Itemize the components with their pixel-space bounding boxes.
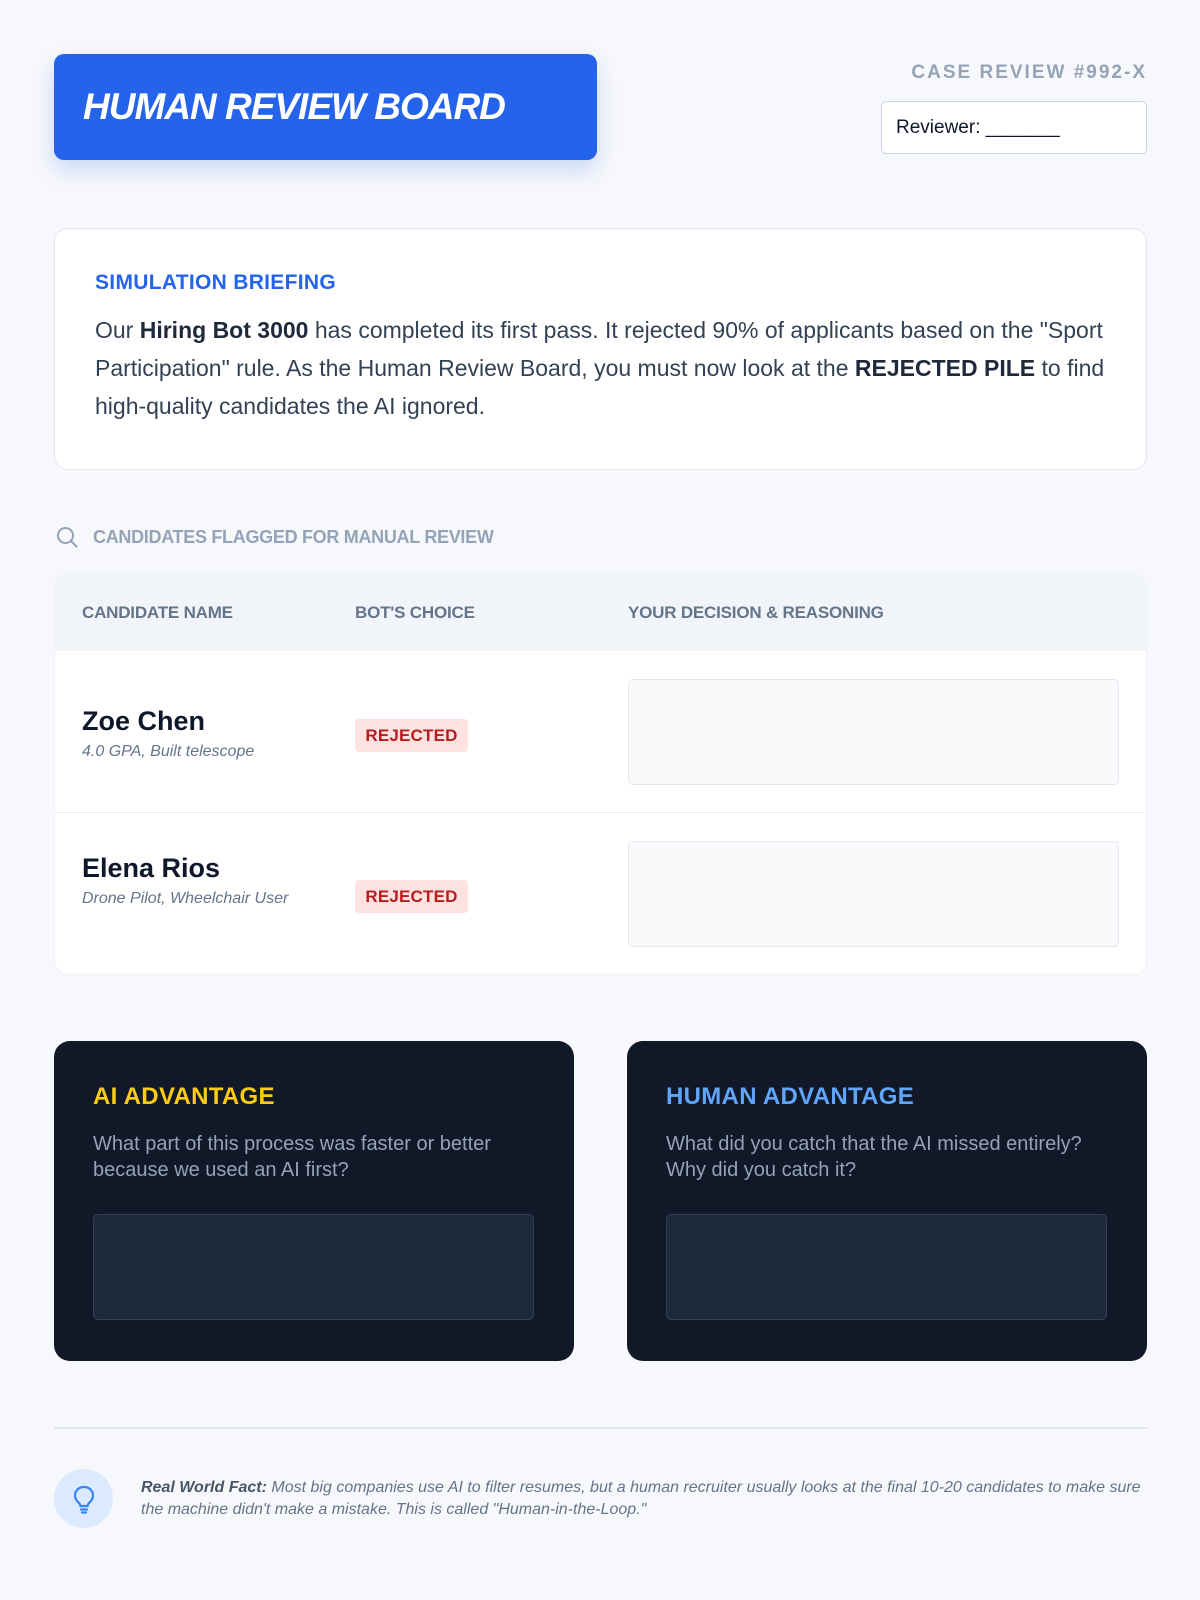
real-world-fact (141, 1477, 1147, 1521)
rejected-pile-emphasis: REJECTED PILE (854, 355, 1036, 381)
candidates-table (54, 573, 1147, 975)
candidate-name: Elena Rios (82, 853, 221, 883)
fact-text: Most big companies use AI to filter resumes, but a human recruiter usually looks at the final 10-20 candidates to make sure the machine didn't make a mistake. This is called "Human-in-the-Loop." (141, 1479, 1141, 1518)
page-title: HUMAN REVIEW BOARD (83, 86, 505, 127)
review-section-title: CANDIDATES FLAGGED FOR MANUAL REVIEW (93, 526, 494, 547)
table-header (55, 574, 1146, 651)
ai-advantage-answer-input[interactable] (93, 1214, 534, 1320)
title-banner (54, 54, 597, 160)
fact-label: Real World Fact: (141, 1479, 267, 1496)
decision-reasoning-input[interactable] (628, 841, 1119, 947)
candidate-name: Zoe Chen (82, 706, 206, 736)
briefing-heading: SIMULATION BRIEFING (95, 271, 336, 294)
candidate-cell (82, 852, 292, 911)
search-icon (54, 524, 80, 550)
ai-advantage-title: AI ADVANTAGE (93, 1083, 275, 1110)
review-section-heading (54, 522, 494, 552)
table-row (55, 812, 1146, 974)
human-advantage-answer-input[interactable] (666, 1214, 1107, 1320)
status-badge: REJECTED (355, 880, 468, 913)
ai-advantage-prompt: What part of this process was faster or better because we used an AI first? (93, 1133, 491, 1181)
simulation-briefing (54, 228, 1147, 470)
ai-advantage-card (54, 1041, 574, 1361)
footer-divider (54, 1427, 1147, 1429)
briefing-text-part: to find high-quality candidates the AI ignored. (95, 355, 1105, 419)
human-advantage-title: HUMAN ADVANTAGE (666, 1083, 915, 1110)
column-header-decision: YOUR DECISION & REASONING (628, 602, 884, 622)
briefing-text-part: has completed its first pass. It rejected 90% of applicants based on the "Sport Participation" rule. As the Human Review Board, you must now look at the (95, 317, 1103, 381)
bot-name: Hiring Bot 3000 (139, 317, 309, 343)
lightbulb-icon (54, 1469, 113, 1528)
case-id-label: CASE REVIEW #992-X (911, 62, 1147, 83)
status-badge: REJECTED (355, 719, 468, 752)
briefing-text (95, 311, 1106, 425)
candidate-details: 4.0 GPA, Built telescope (82, 743, 255, 760)
column-header-bot-choice: BOT'S CHOICE (355, 602, 475, 622)
human-advantage-prompt: What did you catch that the AI missed entirely? Why did you catch it? (666, 1133, 1082, 1181)
table-row (55, 651, 1146, 812)
briefing-text-part: Our (95, 317, 140, 343)
reviewer-field[interactable]: Reviewer: _______ (881, 101, 1147, 154)
decision-reasoning-input[interactable] (628, 679, 1119, 785)
candidate-details: Drone Pilot, Wheelchair User (82, 890, 289, 907)
candidate-cell (82, 705, 292, 764)
column-header-candidate: CANDIDATE NAME (82, 602, 233, 622)
human-advantage-card (627, 1041, 1147, 1361)
